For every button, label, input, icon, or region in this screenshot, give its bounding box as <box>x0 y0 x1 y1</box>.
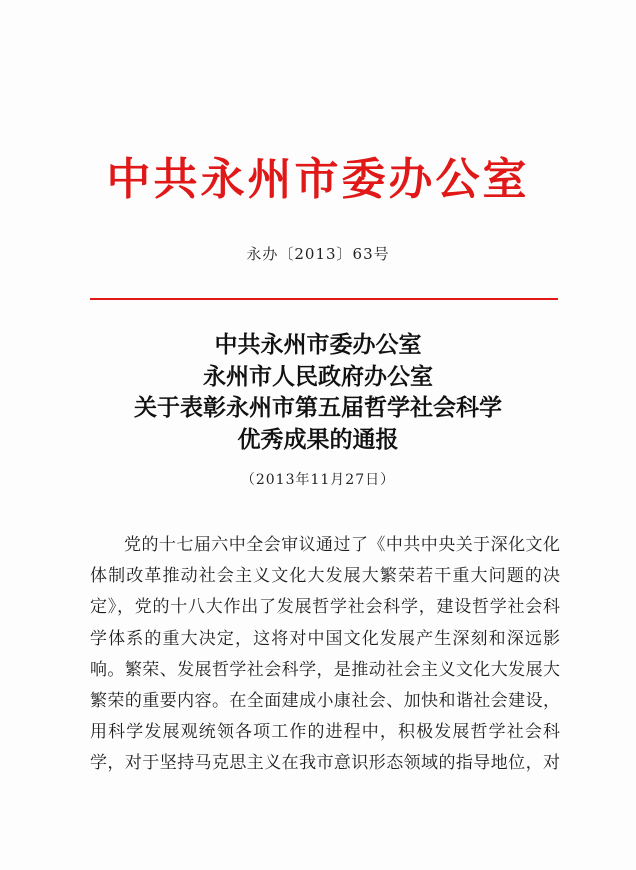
red-divider-line <box>90 298 558 300</box>
notice-date: （2013年11月27日） <box>240 472 396 488</box>
body-line: 学体系的重大决定，这将对中国文化发展产生深刻和深远影 <box>90 628 560 649</box>
notice-title-line: 关于表彰永州市第五届哲学社会科学 <box>134 395 502 421</box>
body-line: 学，对于坚持马克思主义在我市意识形态领域的指导地位，对 <box>90 753 560 774</box>
agency-header-title: 中共永州市委办公室 <box>106 154 530 205</box>
notice-title-line: 永州市人民政府办公室 <box>203 363 433 390</box>
body-line: 定》，党的十八大作出了发展哲学社会科学，建设哲学社会科 <box>90 597 560 618</box>
notice-title <box>0 330 636 456</box>
notice-title-line: 优秀成果的通报 <box>237 426 399 453</box>
body-line: 党的十七届六中全会审议通过了《中共中央关于深化文化 <box>124 535 560 555</box>
document-number: 永办〔2013〕63号 <box>246 245 390 263</box>
body-paragraph <box>90 530 560 780</box>
body-line: 繁荣的重要内容。在全面建成小康社会、加快和谐社会建设， <box>90 691 560 712</box>
body-line: 响。繁荣、发展哲学社会科学，是推动社会主义文化大发展大 <box>90 659 560 680</box>
body-line: 体制改革推动社会主义文化大发展大繁荣若干重大问题的决 <box>90 566 560 587</box>
body-line: 用科学发展观统领各项工作的进程中，积极发展哲学社会科 <box>90 722 560 743</box>
notice-title-line: 中共永州市委办公室 <box>214 332 422 358</box>
